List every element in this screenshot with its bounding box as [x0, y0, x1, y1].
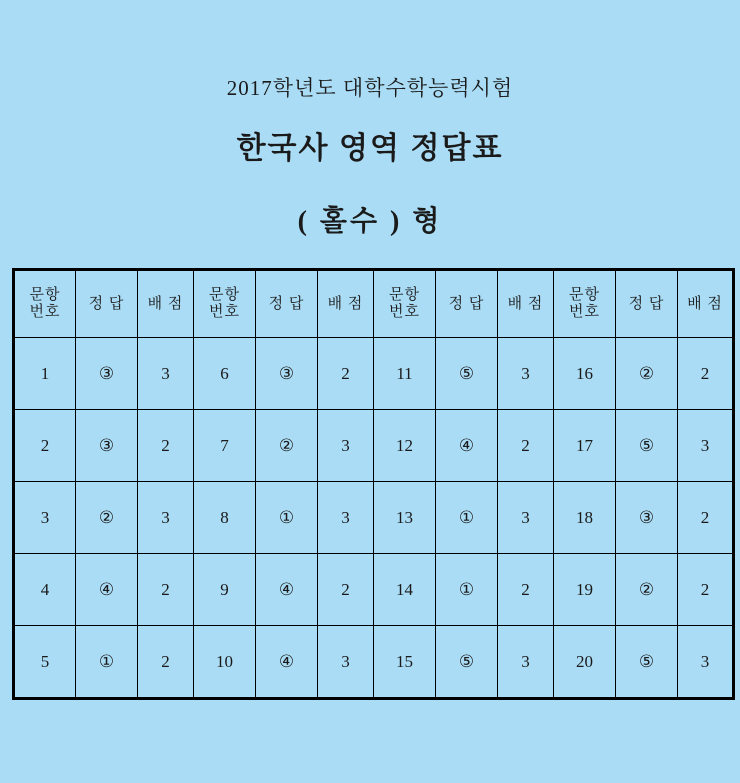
cell-question-no: 10 [194, 626, 256, 699]
cell-points: 3 [498, 482, 554, 554]
cell-points: 2 [138, 626, 194, 699]
header-question-no [374, 270, 436, 338]
cell-question-no: 14 [374, 554, 436, 626]
cell-answer: ④ [76, 554, 138, 626]
cell-answer: ② [76, 482, 138, 554]
cell-points: 2 [318, 338, 374, 410]
cell-points: 3 [678, 626, 734, 699]
cell-question-no: 9 [194, 554, 256, 626]
cell-answer: ③ [76, 338, 138, 410]
cell-answer: ② [616, 554, 678, 626]
header-question-no-line2: 번호 [209, 304, 240, 320]
cell-points: 3 [318, 410, 374, 482]
cell-question-no: 11 [374, 338, 436, 410]
cell-answer: ③ [616, 482, 678, 554]
cell-points: 3 [318, 482, 374, 554]
header-points: 배 점 [678, 270, 734, 338]
cell-points: 2 [318, 554, 374, 626]
cell-answer: ⑤ [616, 626, 678, 699]
cell-points: 2 [678, 482, 734, 554]
cell-points: 3 [678, 410, 734, 482]
table-header-row [14, 270, 734, 338]
answer-table [12, 268, 735, 700]
exam-year-line: 2017학년도 대학수학능력시험 [226, 76, 514, 100]
cell-question-no: 20 [554, 626, 616, 699]
cell-question-no: 2 [14, 410, 76, 482]
cell-points: 2 [678, 554, 734, 626]
cell-points: 3 [138, 338, 194, 410]
cell-question-no: 4 [14, 554, 76, 626]
cell-answer: ④ [256, 626, 318, 699]
cell-question-no: 6 [194, 338, 256, 410]
cell-points: 3 [498, 338, 554, 410]
cell-question-no: 1 [14, 338, 76, 410]
cell-question-no: 18 [554, 482, 616, 554]
cell-question-no: 15 [374, 626, 436, 699]
header-question-no-line2: 번호 [569, 304, 600, 320]
cell-answer: ⑤ [436, 338, 498, 410]
header-points: 배 점 [138, 270, 194, 338]
cell-points: 2 [138, 410, 194, 482]
header-question-no-line1: 문항 [389, 287, 420, 304]
title-block [0, 0, 740, 239]
cell-points: 2 [678, 338, 734, 410]
cell-question-no: 3 [14, 482, 76, 554]
cell-points: 2 [498, 554, 554, 626]
cell-answer: ⑤ [616, 410, 678, 482]
cell-points: 2 [138, 554, 194, 626]
cell-question-no: 17 [554, 410, 616, 482]
page-title: 한국사 영역 정답표 [236, 132, 504, 166]
header-answer: 정 답 [436, 270, 498, 338]
header-question-no-line1: 문항 [209, 287, 240, 304]
header-question-no-line1: 문항 [569, 287, 600, 304]
cell-question-no: 16 [554, 338, 616, 410]
header-question-no [14, 270, 76, 338]
cell-points: 3 [318, 626, 374, 699]
table-row [14, 482, 734, 554]
cell-answer: ② [256, 410, 318, 482]
cell-answer: ① [76, 626, 138, 699]
cell-answer: ③ [76, 410, 138, 482]
cell-question-no: 12 [374, 410, 436, 482]
header-answer: 정 답 [256, 270, 318, 338]
cell-answer: ① [256, 482, 318, 554]
header-question-no-line2: 번호 [389, 304, 420, 320]
header-points: 배 점 [498, 270, 554, 338]
cell-answer: ① [436, 554, 498, 626]
table-row [14, 626, 734, 699]
cell-answer: ④ [436, 410, 498, 482]
cell-question-no: 5 [14, 626, 76, 699]
header-question-no-line1: 문항 [29, 287, 61, 304]
cell-answer: ⑤ [436, 626, 498, 699]
answer-table-container [12, 268, 728, 700]
cell-answer: ④ [256, 554, 318, 626]
cell-points: 3 [138, 482, 194, 554]
cell-question-no: 13 [374, 482, 436, 554]
header-points: 배 점 [318, 270, 374, 338]
header-answer: 정 답 [616, 270, 678, 338]
table-row [14, 410, 734, 482]
cell-answer: ③ [256, 338, 318, 410]
cell-points: 3 [498, 626, 554, 699]
form-type-label: ( 홀수 ) 형 [297, 206, 443, 238]
table-row [14, 338, 734, 410]
cell-answer: ① [436, 482, 498, 554]
header-question-no [194, 270, 256, 338]
table-row [14, 554, 734, 626]
cell-question-no: 8 [194, 482, 256, 554]
cell-points: 2 [498, 410, 554, 482]
cell-question-no: 19 [554, 554, 616, 626]
cell-answer: ② [616, 338, 678, 410]
cell-question-no: 7 [194, 410, 256, 482]
header-question-no [554, 270, 616, 338]
header-question-no-line2: 번호 [29, 304, 61, 320]
header-answer: 정 답 [76, 270, 138, 338]
